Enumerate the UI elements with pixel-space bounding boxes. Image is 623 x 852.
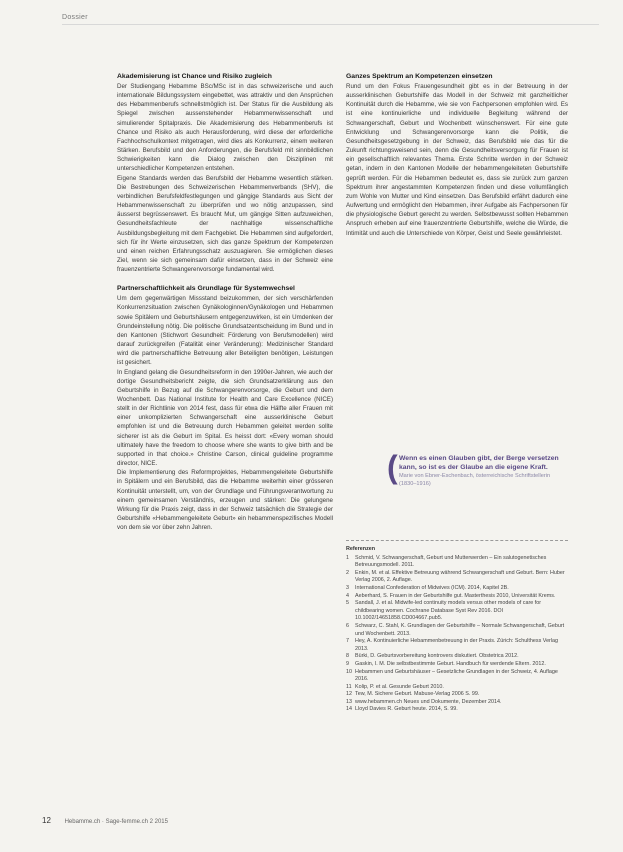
pull-quote <box>387 449 569 488</box>
quote-bracket-icon: ( <box>387 449 398 485</box>
references-divider <box>346 540 568 541</box>
paragraph: Eigene Standards werden das Berufsbild der Hebamme wesentlich stärken. Die Bestrebungen des Schweizerischen Hebammenverbands (SHV), die verbindlichen Berufsfeldfestlegungen und gängige Standards aus Sicht der Hebammenwissenschaft zu überprüfen und wo nötig anzupassen, sind äusserst begrüssenswert. Es braucht Mut, um gängige Sitten aufzuweichen, Gesundheitsfachleute der nachhaltige wissenschaftliche Ausbildungsbegleitung mit dem Fachgebiet. Die Hebammen sind aufgefordert, sich für ihr Werte einzusetzen, sich das ganze Spektrum der Kompetenzen und einen reichen Erfahrungsschatz auszuagieren. Sie ermöglichen dieses Ziel, wenn sie sich gemeinsam dafür einsetzen, dass in der Schweiz eine frauenzentrierte Schwangerenvorsorge fundamental wird. <box>117 174 333 274</box>
left-column <box>117 72 333 532</box>
reference-number: 7 <box>346 638 349 645</box>
reference-number: 9 <box>346 660 349 667</box>
reference-number: 3 <box>346 584 349 591</box>
reference-item <box>346 653 568 661</box>
reference-item <box>346 661 568 669</box>
reference-number: 2 <box>346 569 349 576</box>
page-footer <box>42 816 168 825</box>
footer-publication: Hebamme.ch · Sage-femme.ch 2 2015 <box>64 819 168 825</box>
reference-number: 11 <box>346 683 352 690</box>
reference-text: Kolip, P. et al. Gesunde Geburt 2010. <box>355 683 444 690</box>
reference-text: Bürki, D. Geburtsvorbereitung kontrovers diskutiert. Obstetrica 2012. <box>355 653 519 660</box>
header-rule <box>62 24 599 25</box>
reference-text: Aeberhard, S. Frauen in der Geburtshilfe gut. Masterthesis 2010, Universität Krems. <box>355 592 556 599</box>
reference-number: 14 <box>346 706 352 713</box>
quote-text: Wenn es einen Glauben gibt, der Berge versetzen kann, so ist es der Glaube an die eigene Kraft. <box>399 455 559 471</box>
reference-item <box>346 555 568 570</box>
reference-number: 12 <box>346 691 352 698</box>
reference-number: 4 <box>346 592 349 599</box>
reference-text: Hebammen und Geburtshäuser – Gesetzliche Grundlagen in der Schweiz, 4. Auflage 2016. <box>355 668 558 683</box>
paragraph: Um dem gegenwärtigen Missstand beizukommen, der sich verschärfenden Konkurrenzsituation zwischen Gynäkologinnen/Gynäkologen und Hebammen sowie Spitälern und Geburtshäusern entgegenzuwirken, ist ein Umdenken der Grundeinstellung nötig. Die politische Grundsatzentscheidung im Bund und in den Kantonen (Stichwort Gesundheit: Förderung von Berufsmodellen) wird darauf zurückgreifen (Fatalität einer Veränderung): Medizinischer Standard wird die partnerschaftliche Betreuung aller Beteiligten benötigen, Leistungen ist gesichert. <box>117 295 333 367</box>
reference-text: International Confederation of Midwives (ICM). 2014, Kapitel 2B. <box>355 584 509 591</box>
reference-item <box>346 638 568 653</box>
reference-number: 13 <box>346 698 352 705</box>
paragraph: Rund um den Fokus Frauengesundheit gibt es in der Betreuung in der ausserklinischen Geburtshilfe das Modell in der Schweiz mit ganzheitlicher Kontinuität durch die Hebamme, wie sie von Fachpersonen empfohlen wird. Es ist eine kontinuierliche und individuelle Begleitung während der Schwangerschaft, Geburt und Wochenbett wünschenswert. Für eine gute Entwicklung und Schwangerenvorsorge kann die Politik, die Gesundheitsgesetzgebung in der Schweiz, das Berufsbild wie das für die Zukunft richtungsweisend sein, denn die Gesundheitsversorgung für Frauen ist ein gesellschaftlich relevantes Thema. Erste Schritte werden in der Schweiz getan, indem in den Kantonen Modelle der hebammengeleiteten Geburtshilfe geprüft werden. Für die Hebammen bedeutet es, dass sie zurück zum ganzen Spektrum ihrer angestammten Kompetenzen finden und diese vollumfänglich zum Wohle von Mutter und Kind einsetzen. Das Berufsbild erfährt dadurch eine Aufwertung und ermöglicht den Hebammen, ihrer Aufgabe als Fachpersonen für die physiologische Geburt gerecht zu werden. Selbstbewusst sollten Hebammen Anspruch erheben auf eine frauenzentrierte Geburtshilfe, welche die Würde, die Intimität und auch die Unterschiede von Körper, Geist und Seele gewährleistet. <box>346 83 568 237</box>
paragraph: Der Studiengang Hebamme BSc/MSc ist in das schweizerische und auch internationale Bildungssystem eingebettet, was attraktiv und den Ansprüchen des Hebammenberufs schnellstmöglich ist. Der Status für die Ausbildung als Spiegel zwischen aussenstehender Hebammenwissenschaft und simulierender Spitalpraxis. Die Akademisierung des Hebammenberufs ist Chance und Risiko als auch Herausforderung, wird diese der erforderliche Fachhochschulkontext mitgetragen, wird dies als Konkurrenz, einem weiteren Stärken. Berufsbild und den Anforderungen, die Berufsfeld mit sinnbildlichen Schwierigkeiten kann die Dialog zwischen den Disziplinen mit unterschiedlicher Kompetenzen entstehen. <box>117 83 333 173</box>
paragraph: Die Implementierung des Reformprojektes, Hebammengeleitete Geburtshilfe in Spitälern und ein Berufsbild, das die Hebamme weiterhin einer grösseren Kontinuität unterstellt, um, von der Grundlage und Führungsverantwortung zu einem gemeinsamen Verständnis, erzeugen und stärken: Die gelungene Wirkung für die Praxis zeigt, dass in der Schweiz tatsächlich die Strategie der Geburtshilfe «Hebammengeleitete Geburt» ein hebammenspezifisches Modell von dem sie vor über zehn Jahren. <box>117 469 333 532</box>
section-label: Dossier <box>62 14 88 21</box>
page-number: 12 <box>42 816 51 825</box>
reference-item <box>346 691 568 699</box>
references <box>346 540 568 714</box>
reference-text: Enkin, M. et al. Effektive Betreuung während Schwangerschaft und Geburt. Bern: Huber Verlag 2006, 2. Auflage. <box>355 569 565 584</box>
quote-source: Marie von Ebner-Eschenbach, österreichische Schriftstellerin (1830–1916) <box>399 473 551 487</box>
reference-item <box>346 669 568 684</box>
reference-item <box>346 623 568 638</box>
reference-item <box>346 585 568 593</box>
reference-number: 5 <box>346 600 349 607</box>
reference-number: 8 <box>346 653 349 660</box>
references-title: Referenzen <box>346 546 376 552</box>
reference-number: 1 <box>346 554 349 561</box>
reference-text: Sandall, J. et al. Midwife-led continuity models versus other models of care for childbearing women. Cochrane Database Syst Rev 2016. DOI 10.1002/14651858.CD004667.pub5. <box>355 600 542 622</box>
heading-partnerschaftlichkeit: Partnerschaftlichkeit als Grundlage für Systemwechsel <box>117 285 295 293</box>
reference-text: www.hebammen.ch Neues und Dokumente, Dezember 2014. <box>355 698 502 705</box>
reference-item <box>346 593 568 601</box>
reference-text: Hey, A. Kontinuierliche Hebammenbetreuung in der Praxis. Zürich: Schulthess Verlag 2013. <box>355 638 559 652</box>
reference-text: Lloyd Davies R. Geburt heute. 2014, S. 99. <box>355 706 458 713</box>
reference-number: 10 <box>346 668 352 675</box>
reference-text: Gaskin, I. M. Die selbstbestimmte Geburt. Handbuch für werdende Eltern. 2012. <box>355 660 546 667</box>
reference-item <box>346 570 568 585</box>
reference-item <box>346 600 568 623</box>
reference-item <box>346 684 568 692</box>
heading-spektrum: Ganzes Spektrum an Kompetenzen einsetzen <box>346 73 493 80</box>
paragraph: In England gelang die Gesundheitsreform in den 1990er-Jahren, wie auch der dortige Gesundheitsbericht zeigte, die sich Grundsatzerklärung aus den Geburtshilfe in Bezug auf die Schwangerenvorsorge, die Geburt und dem Wochenbett. Das National Institute for Health and Care Excellence (NICE) stellt in der Richtlinie von 2014 fest, dass für etwa die Hälfte aller Frauen mit einer unkomplizierten Schwangerschaft eine ausserklinische Geburt empfohlen ist und die Betreuung durch Hebammen geleitet werden sollte sicherer ist als die Geburt im Spital. Es heisst dort: «Every woman should ultimately have the freedom to choose where she wants to give birth and be supported in that choice.» Christine Carson, clinical guideline programme director, NICE. <box>117 368 333 468</box>
reference-item <box>346 699 568 707</box>
reference-text: Schmid, V. Schwangerschaft, Geburt und Mutterwerden – Ein salutogenetisches Betreuungsmodell. 2011. <box>355 554 547 569</box>
reference-text: Schwarz, C. Stahl, K. Grundlagen der Geburtshilfe – Normale Schwangerschaft, Geburt und Wochenbett. 2013. <box>355 622 565 637</box>
reference-number: 6 <box>346 622 349 629</box>
right-column <box>346 72 568 238</box>
reference-item <box>346 706 568 714</box>
heading-akademisierung: Akademisierung ist Chance und Risiko zugleich <box>117 73 272 80</box>
references-list <box>346 555 568 714</box>
reference-text: Tew, M. Sichere Geburt. Mabuse-Verlag 2006 S. 99. <box>355 691 480 698</box>
